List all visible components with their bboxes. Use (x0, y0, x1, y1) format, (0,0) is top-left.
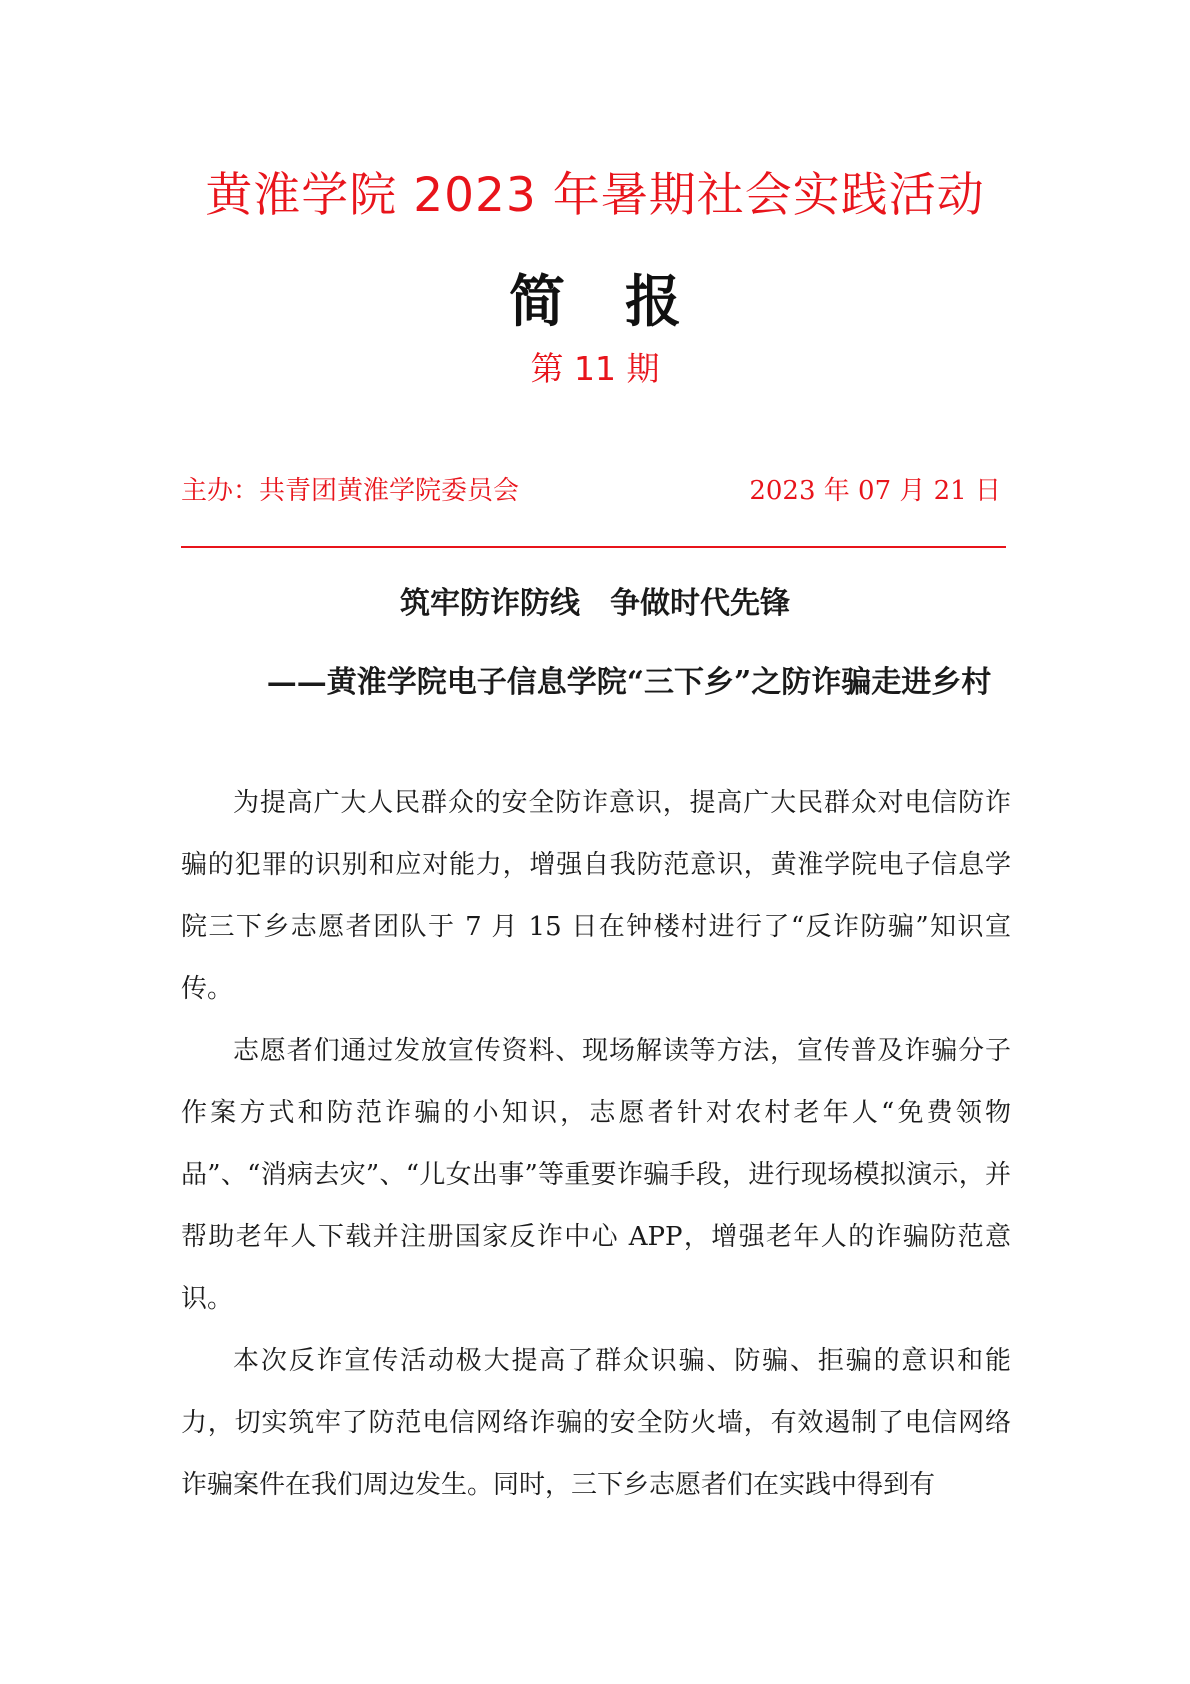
body-paragraph: 为提高广大人民群众的安全防诈意识，提高广大民群众对电信防诈骗的犯罪的识别和应对能力，增强自我防范意识，黄淮学院电子信息学院三下乡志愿者团队于 7 月 15 日在钟楼村进行了“反诈防骗”知识宣传。 (181, 788, 1011, 1004)
publish-date: 2023 年 07 月 21 日 (749, 476, 1001, 506)
sponsor-label: 主办：共青团黄淮学院委员会 (181, 476, 520, 506)
article-title-part2: 争做时代先锋 (610, 586, 790, 621)
article-title-part1: 筑牢防诈防线 (400, 586, 580, 621)
masthead-subtitle-right: 报 (625, 270, 681, 335)
masthead-subtitle-left: 简 (509, 270, 565, 335)
article-title (0, 578, 1190, 622)
body-paragraph: 本次反诈宣传活动极大提高了群众识骗、防骗、拒骗的意识和能力，切实筑牢了防范电信网络诈骗的安全防火墙，有效遏制了电信网络诈骗案件在我们周边发生。同时，三下乡志愿者们在实践中得到有 (181, 1346, 1011, 1500)
article-subtitle: ——黄淮学院电子信息学院“三下乡”之防诈骗走进乡村 (266, 665, 992, 700)
header-divider (181, 546, 1006, 548)
masthead-title: 黄淮学院 2023 年暑期社会实践活动 (205, 168, 985, 223)
article-body (181, 772, 1011, 1516)
masthead-subtitle (0, 258, 1190, 338)
issue-number: 第 11 期 (530, 349, 660, 388)
body-paragraph: 志愿者们通过发放宣传资料、现场解读等方法，宣传普及诈骗分子作案方式和防范诈骗的小知识，志愿者针对农村老年人“免费领物品”、“消病去灾”、“儿女出事”等重要诈骗手段，进行现场模拟演示，并帮助老年人下载并注册国家反诈中心 APP，增强老年人的诈骗防范意识。 (181, 1036, 1011, 1314)
